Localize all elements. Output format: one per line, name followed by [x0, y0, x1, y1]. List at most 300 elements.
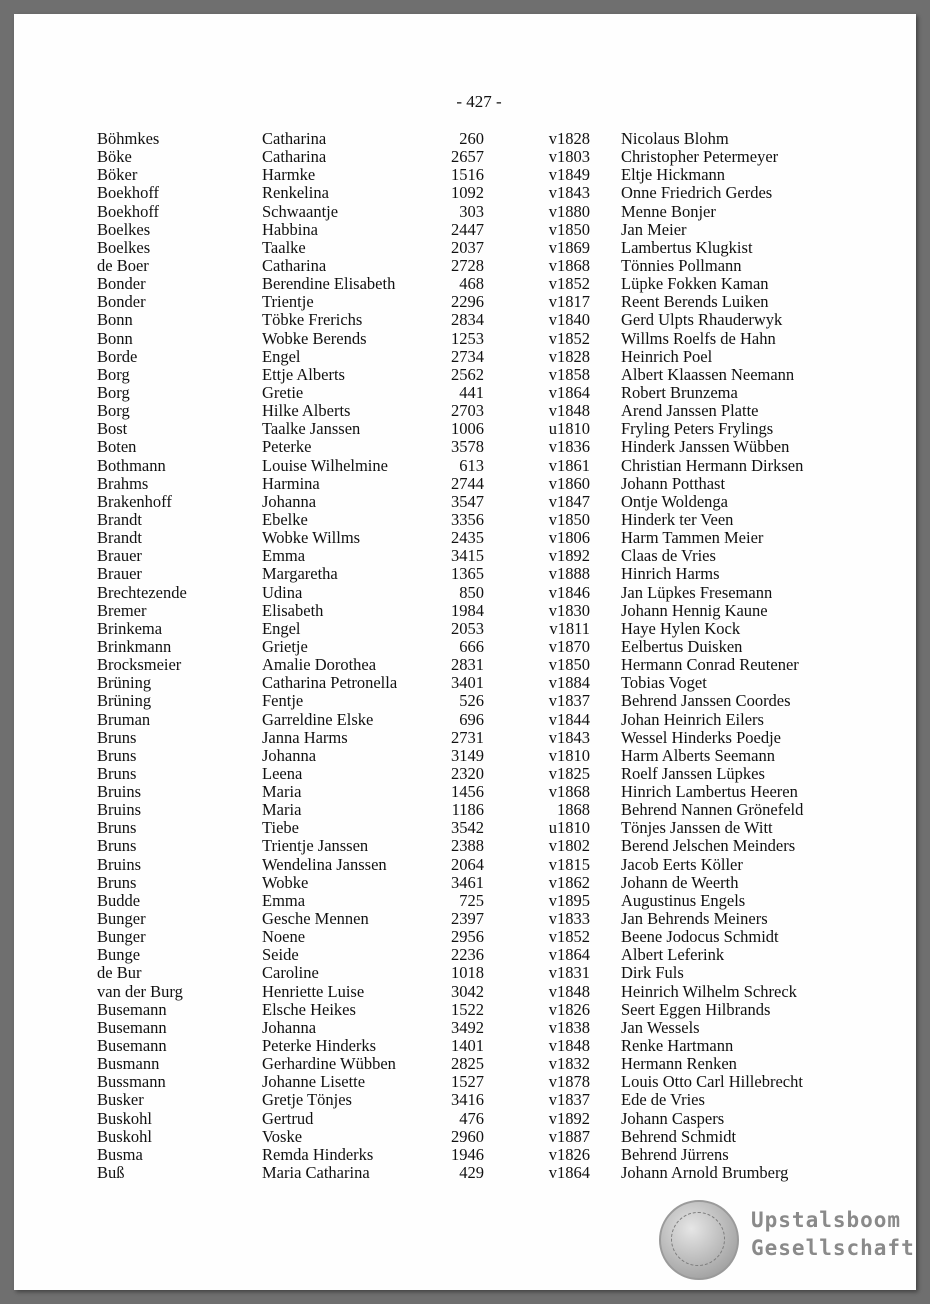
record-number: 2447	[451, 219, 484, 239]
spouse-name: Heinrich Wilhelm Schreck	[621, 981, 797, 1001]
record-number: 3415	[451, 546, 484, 566]
marriage-date: v1878	[548, 1072, 590, 1092]
marriage-date: v1848	[548, 401, 590, 421]
record-number: 2825	[451, 1054, 484, 1074]
given-name: Peterke Hinderks	[262, 1036, 377, 1056]
marriage-date: v1880	[548, 201, 590, 221]
table-row	[14, 1128, 916, 1146]
record-number: 2831	[451, 655, 484, 675]
table-row	[14, 801, 916, 819]
marriage-date: v1828	[548, 129, 590, 148]
surname: Boelkes	[97, 237, 151, 257]
record-number: 2744	[451, 473, 484, 493]
marriage-date: u1810	[548, 818, 590, 838]
page-number: - 427 -	[456, 92, 502, 111]
marriage-date: 1868	[557, 800, 590, 820]
spouse-name: Behrend Jürrens	[621, 1144, 729, 1164]
surname: Budde	[97, 890, 141, 910]
spouse-name: Ontje Woldenga	[621, 491, 728, 511]
record-number: 1018	[451, 963, 484, 983]
surname: Borg	[97, 382, 130, 402]
marriage-date: v1833	[548, 909, 590, 929]
given-name: Garreldine Elske	[262, 709, 374, 729]
given-name: Hilke Alberts	[262, 401, 351, 421]
record-number: 2388	[451, 836, 484, 856]
record-number: 526	[459, 691, 484, 711]
spouse-name: Christopher Petermeyer	[621, 147, 779, 167]
marriage-date: v1887	[548, 1126, 590, 1146]
spouse-name: Willms Roelfs de Hahn	[621, 328, 776, 348]
given-name: Henriette Luise	[262, 981, 365, 1001]
table-row	[14, 330, 916, 348]
given-name: Engel	[262, 618, 301, 638]
marriage-date: v1868	[548, 782, 590, 802]
surname: Brinkmann	[97, 636, 172, 656]
surname: Brüning	[97, 673, 152, 693]
given-name: Louise Wilhelmine	[262, 455, 388, 475]
table-row	[14, 529, 916, 547]
surname: Bruns	[97, 872, 137, 892]
marriage-date: v1830	[548, 600, 590, 620]
marriage-date: v1826	[548, 1144, 590, 1164]
surname: Busma	[97, 1144, 143, 1164]
marriage-date: v1815	[548, 854, 590, 874]
table-row	[14, 638, 916, 656]
record-number: 2397	[451, 909, 484, 929]
spouse-name: Behrend Schmidt	[621, 1126, 737, 1146]
marriage-date: v1858	[548, 364, 590, 384]
record-number: 2703	[451, 401, 484, 421]
surname: Bruman	[97, 709, 151, 729]
table-row	[14, 493, 916, 511]
given-name: Peterke	[262, 437, 312, 457]
marriage-date: v1817	[548, 292, 590, 312]
record-number: 850	[459, 582, 484, 602]
surname: Boelkes	[97, 219, 151, 239]
spouse-name: Tönnies Pollmann	[621, 255, 742, 275]
table-row	[14, 203, 916, 221]
spouse-name: Robert Brunzema	[621, 382, 738, 402]
given-name: Seide	[262, 945, 299, 965]
given-name: Catharina	[262, 255, 327, 275]
table-row	[14, 1110, 916, 1128]
surname: de Boer	[97, 255, 149, 275]
record-number: 1516	[451, 165, 484, 185]
marriage-date: v1848	[548, 981, 590, 1001]
given-name: Grietje	[262, 636, 308, 656]
spouse-name: Berend Jelschen Meinders	[621, 836, 796, 856]
marriage-date: v1850	[548, 509, 590, 529]
spouse-name: Renke Hartmann	[621, 1036, 734, 1056]
given-name: Renkelina	[262, 183, 329, 203]
record-number: 666	[459, 636, 484, 656]
marriage-date: v1892	[548, 546, 590, 566]
surname: Brandt	[97, 528, 142, 548]
table-row	[14, 511, 916, 529]
spouse-name: Menne Bonjer	[621, 201, 716, 221]
given-name: Johanne Lisette	[262, 1072, 366, 1092]
record-number: 3149	[451, 745, 484, 765]
surname: Bothmann	[97, 455, 166, 475]
table-row	[14, 184, 916, 202]
given-name: Maria Catharina	[262, 1163, 370, 1183]
spouse-name: Lambertus Klugkist	[621, 237, 753, 257]
given-name: Noene	[262, 927, 306, 947]
table-row	[14, 910, 916, 928]
table-row	[14, 892, 916, 910]
record-number: 3356	[451, 509, 484, 529]
given-name: Wobke	[262, 872, 309, 892]
table-row	[14, 1073, 916, 1091]
table-row	[14, 765, 916, 783]
given-name: Maria	[262, 800, 302, 820]
spouse-name: Jan Lüpkes Fresemann	[621, 582, 773, 602]
table-row	[14, 674, 916, 692]
marriage-date: v1844	[548, 709, 590, 729]
marriage-date: v1864	[548, 945, 590, 965]
spouse-name: Beene Jodocus Schmidt	[621, 927, 779, 947]
table-row	[14, 656, 916, 674]
marriage-date: v1840	[548, 310, 590, 330]
marriage-date: v1869	[548, 237, 590, 257]
given-name: Gretje Tönjes	[262, 1090, 352, 1110]
spouse-name: Hermann Renken	[621, 1054, 737, 1074]
given-name: Wobke Willms	[262, 528, 361, 548]
record-number: 725	[459, 890, 484, 910]
table-row	[14, 1001, 916, 1019]
marriage-date: v1868	[548, 255, 590, 275]
given-name: Schwaantje	[262, 201, 339, 221]
surname: Bussmann	[97, 1072, 166, 1092]
marriage-date: v1811	[549, 618, 590, 638]
spouse-name: Hinrich Harms	[621, 564, 720, 584]
surname: Brinkema	[97, 618, 163, 638]
surname: Bunger	[97, 909, 146, 929]
table-row	[14, 1019, 916, 1037]
record-number: 3542	[451, 818, 484, 838]
marriage-date: v1843	[548, 727, 590, 747]
given-name: Emma	[262, 890, 306, 910]
marriage-date: v1852	[548, 274, 590, 294]
table-row	[14, 148, 916, 166]
table-row	[14, 856, 916, 874]
surname: Bruns	[97, 818, 137, 838]
surname: Bonder	[97, 292, 146, 312]
record-number: 3578	[451, 437, 484, 457]
surname: Buskohl	[97, 1108, 153, 1128]
spouse-name: Albert Klaassen Neemann	[621, 364, 795, 384]
spouse-name: Eltje Hickmann	[621, 165, 726, 185]
spouse-name: Behrend Nannen Grönefeld	[621, 800, 804, 820]
spouse-name: Fryling Peters Frylings	[621, 419, 774, 439]
surname: de Bur	[97, 963, 142, 983]
record-number: 2956	[451, 927, 484, 947]
spouse-name: Arend Janssen Platte	[621, 401, 759, 421]
surname: Buß	[97, 1163, 125, 1183]
given-name: Maria	[262, 782, 302, 802]
record-number: 2236	[451, 945, 484, 965]
record-number: 1092	[451, 183, 484, 203]
record-number: 2728	[451, 255, 484, 275]
surname: Bost	[97, 419, 128, 439]
spouse-name: Hermann Conrad Reutener	[621, 655, 799, 675]
given-name: Remda Hinderks	[262, 1144, 374, 1164]
given-name: Catharina	[262, 129, 327, 148]
surname: Bruins	[97, 800, 142, 820]
surname: Brechtezende	[97, 582, 187, 602]
spouse-name: Louis Otto Carl Hillebrecht	[621, 1072, 803, 1092]
given-name: Johanna	[262, 491, 317, 511]
surname: Busker	[97, 1090, 144, 1110]
surname: Bunge	[97, 945, 141, 965]
record-number: 3042	[451, 981, 484, 1001]
record-number: 2562	[451, 364, 484, 384]
marriage-date: v1802	[548, 836, 590, 856]
table-row	[14, 964, 916, 982]
given-name: Elisabeth	[262, 600, 324, 620]
marriage-date: v1849	[548, 165, 590, 185]
given-name: Gesche Mennen	[262, 909, 369, 929]
record-number: 1186	[451, 800, 484, 820]
marriage-date: v1825	[548, 763, 590, 783]
table-row	[14, 1091, 916, 1109]
spouse-name: Johan Heinrich Eilers	[621, 709, 764, 729]
given-name: Ettje Alberts	[262, 364, 345, 384]
given-name: Catharina	[262, 147, 327, 167]
table-row	[14, 1146, 916, 1164]
table-row	[14, 983, 916, 1001]
spouse-name: Tönjes Janssen de Witt	[621, 818, 773, 838]
record-number: 1456	[451, 782, 484, 802]
marriage-date: v1810	[548, 745, 590, 765]
table-row	[14, 475, 916, 493]
surname: Buskohl	[97, 1126, 153, 1146]
logo-line-1: Upstalsboom	[751, 1208, 902, 1232]
surname: Brauer	[97, 564, 142, 584]
surname: Bruns	[97, 727, 137, 747]
spouse-name: Harm Tammen Meier	[621, 528, 764, 548]
surname: van der Burg	[97, 981, 183, 1001]
table-row	[14, 438, 916, 456]
marriage-date: v1892	[548, 1108, 590, 1128]
given-name: Leena	[262, 763, 303, 783]
surname: Boekhoff	[97, 201, 160, 221]
record-number: 1527	[451, 1072, 484, 1092]
table-row	[14, 384, 916, 402]
table-row	[14, 130, 916, 148]
given-name: Habbina	[262, 219, 318, 239]
record-number: 303	[459, 201, 484, 221]
spouse-name: Hinderk Janssen Wübben	[621, 437, 790, 457]
spouse-name: Eelbertus Duisken	[621, 636, 743, 656]
surname: Bruns	[97, 836, 137, 856]
marriage-date: u1810	[548, 419, 590, 439]
spouse-name: Haye Hylen Kock	[621, 618, 741, 638]
given-name: Töbke Frerichs	[262, 310, 363, 330]
given-name: Trientje Janssen	[262, 836, 369, 856]
record-number: 429	[459, 1163, 484, 1183]
marriage-date: v1837	[548, 691, 590, 711]
marriage-date: v1803	[548, 147, 590, 167]
table-row	[14, 239, 916, 257]
marriage-date: v1831	[548, 963, 590, 983]
marriage-date: v1836	[548, 437, 590, 457]
table-row	[14, 311, 916, 329]
record-number: 2960	[451, 1126, 484, 1146]
spouse-name: Ede de Vries	[621, 1090, 705, 1110]
marriage-date: v1847	[548, 491, 590, 511]
table-row	[14, 402, 916, 420]
surname: Borg	[97, 364, 130, 384]
given-name: Harmke	[262, 165, 316, 185]
spouse-name: Dirk Fuls	[621, 963, 684, 983]
record-number: 1522	[451, 999, 484, 1019]
table-row	[14, 1055, 916, 1073]
marriage-date: v1848	[548, 1036, 590, 1056]
marriage-date: v1826	[548, 999, 590, 1019]
table-row	[14, 729, 916, 747]
record-number: 2296	[451, 292, 484, 312]
record-number: 1365	[451, 564, 484, 584]
table-row	[14, 275, 916, 293]
surname: Busmann	[97, 1054, 160, 1074]
spouse-name: Johann Potthast	[621, 473, 726, 493]
given-name: Berendine Elisabeth	[262, 274, 396, 294]
surname: Borg	[97, 401, 130, 421]
record-number: 1006	[451, 419, 484, 439]
table-row	[14, 874, 916, 892]
record-number: 468	[459, 274, 484, 294]
record-number: 476	[459, 1108, 484, 1128]
surname: Bruns	[97, 763, 137, 783]
table-row	[14, 221, 916, 239]
record-number: 3401	[451, 673, 484, 693]
given-name: Emma	[262, 546, 306, 566]
given-name: Trientje	[262, 292, 314, 312]
table-row	[14, 293, 916, 311]
table-row	[14, 366, 916, 384]
marriage-date: v1888	[548, 564, 590, 584]
marriage-date: v1850	[548, 219, 590, 239]
surname: Busemann	[97, 1036, 167, 1056]
surname: Brauer	[97, 546, 142, 566]
given-name: Johanna	[262, 745, 317, 765]
surname: Brakenhoff	[97, 491, 172, 511]
record-number: 3492	[451, 1017, 484, 1037]
given-name: Elsche Heikes	[262, 999, 356, 1019]
surname: Brahms	[97, 473, 149, 493]
surname: Busemann	[97, 999, 167, 1019]
marriage-date: v1864	[548, 1163, 590, 1183]
table-row	[14, 711, 916, 729]
spouse-name: Johann Caspers	[621, 1108, 725, 1128]
spouse-name: Jan Behrends Meiners	[621, 909, 768, 929]
surname: Bremer	[97, 600, 147, 620]
spouse-name: Jan Wessels	[621, 1017, 700, 1037]
spouse-name: Albert Leferink	[621, 945, 725, 965]
marriage-date: v1838	[548, 1017, 590, 1037]
record-number: 2320	[451, 763, 484, 783]
spouse-name: Gerd Ulpts Rhauderwyk	[621, 310, 783, 330]
record-number: 2064	[451, 854, 484, 874]
spouse-name: Onne Friedrich Gerdes	[621, 183, 773, 203]
spouse-name: Johann Hennig Kaune	[621, 600, 768, 620]
marriage-date: v1870	[548, 636, 590, 656]
table-row	[14, 747, 916, 765]
record-number: 696	[459, 709, 484, 729]
record-number: 2834	[451, 310, 484, 330]
record-number: 2731	[451, 727, 484, 747]
spouse-name: Hinderk ter Veen	[621, 509, 734, 529]
table-row	[14, 1164, 916, 1182]
marriage-date: v1864	[548, 382, 590, 402]
spouse-name: Tobias Voget	[621, 673, 707, 693]
given-name: Tiebe	[262, 818, 299, 838]
given-name: Caroline	[262, 963, 319, 983]
surname: Bruins	[97, 782, 142, 802]
table-row	[14, 819, 916, 837]
spouse-name: Reent Berends Luiken	[621, 292, 769, 312]
table-row	[14, 602, 916, 620]
surname: Borde	[97, 346, 138, 366]
given-name: Catharina Petronella	[262, 673, 398, 693]
given-name: Engel	[262, 346, 301, 366]
given-name: Wobke Berends	[262, 328, 367, 348]
record-number: 1984	[451, 600, 484, 620]
record-number: 3416	[451, 1090, 484, 1110]
given-name: Johanna	[262, 1017, 317, 1037]
given-name: Margaretha	[262, 564, 338, 584]
marriage-date: v1852	[548, 927, 590, 947]
given-name: Harmina	[262, 473, 320, 493]
record-number: 2734	[451, 346, 484, 366]
surname: Boten	[97, 437, 137, 457]
marriage-date: v1884	[548, 673, 590, 693]
logo-line-2: Gesellschaft	[751, 1236, 915, 1260]
register-list	[14, 130, 916, 1182]
spouse-name: Johann de Weerth	[621, 872, 739, 892]
marriage-date: v1862	[548, 872, 590, 892]
marriage-date: v1837	[548, 1090, 590, 1110]
given-name: Udina	[262, 582, 303, 602]
table-row	[14, 928, 916, 946]
spouse-name: Harm Alberts Seemann	[621, 745, 775, 765]
document-page	[14, 14, 916, 1290]
spouse-name: Wessel Hinderks Poedje	[621, 727, 781, 747]
spouse-name: Lüpke Fokken Kaman	[621, 274, 769, 294]
table-row	[14, 547, 916, 565]
surname: Böhmkes	[97, 129, 160, 148]
given-name: Janna Harms	[262, 727, 348, 747]
spouse-name: Behrend Janssen Coordes	[621, 691, 791, 711]
spouse-name: Nicolaus Blohm	[621, 129, 729, 148]
table-row	[14, 783, 916, 801]
marriage-date: v1843	[548, 183, 590, 203]
table-row	[14, 348, 916, 366]
table-row	[14, 584, 916, 602]
surname: Bonn	[97, 310, 133, 330]
surname: Boekhoff	[97, 183, 160, 203]
spouse-name: Roelf Janssen Lüpkes	[621, 763, 765, 783]
given-name: Gerhardine Wübben	[262, 1054, 396, 1074]
surname: Böker	[97, 165, 138, 185]
spouse-name: Christian Hermann Dirksen	[621, 455, 804, 475]
surname: Busemann	[97, 1017, 167, 1037]
given-name: Taalke	[262, 237, 306, 257]
spouse-name: Augustinus Engels	[621, 890, 746, 910]
marriage-date: v1806	[548, 528, 590, 548]
spouse-name: Jan Meier	[621, 219, 687, 239]
